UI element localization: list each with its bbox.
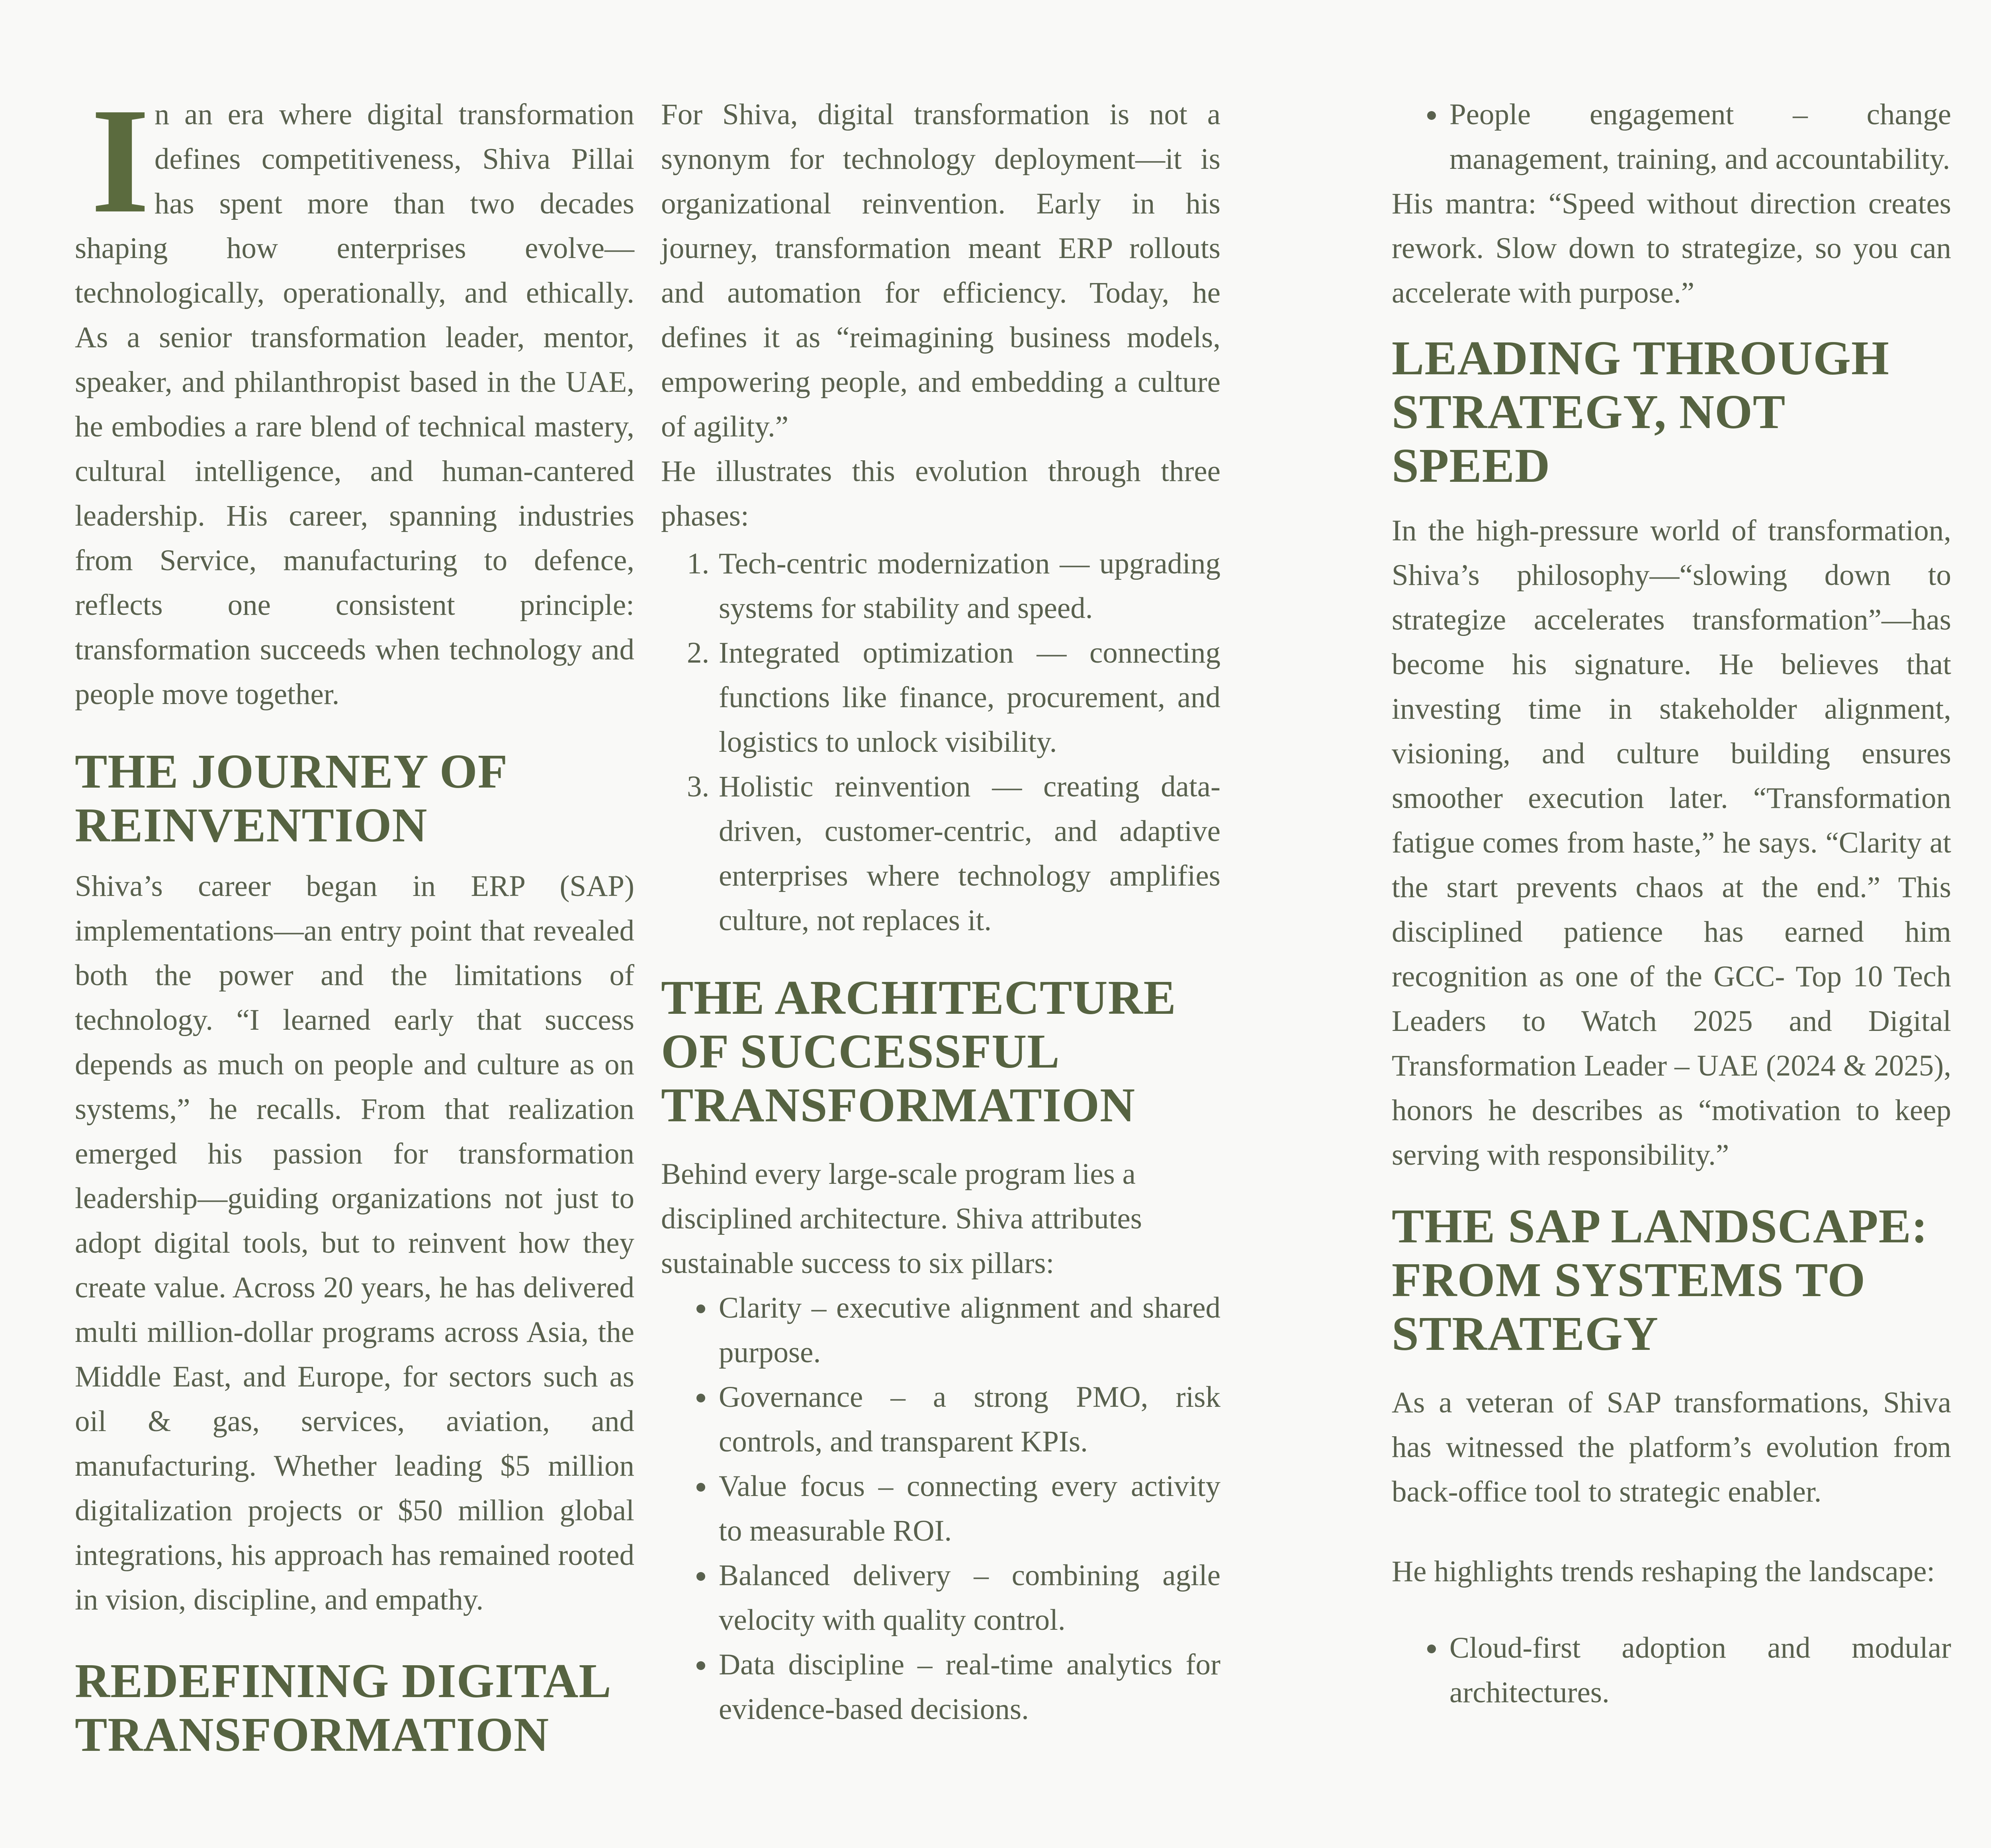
column-4	[1978, 92, 1991, 360]
architecture-heading: THE ARCHITECTURE OF SUCCESSFUL TRANSFORMATION	[661, 971, 1176, 1132]
journey-body: Shiva’s career began in ERP (SAP) implementations—an entry point that revealed both the power and the limitations of technology. “I learned early that success depends as much on people and culture as on systems,” he recalls. From that realization emerged his passion for transformation leadership—guiding organizations not just to adopt digital tools, but to reinvent how they create value. Across 20 years, he has delivered multi million-dollar programs across Asia, the Middle East, and Europe, for sectors such as oil & gas, services, aviation, and manufacturing. Whether leading $5 million digitalization projects or $50 million global integrations, his approach has remained rooted in vision, discipline, and empathy.	[75, 870, 634, 1616]
transformation-intro: For Shiva, digital transformation is not a synonym for technology deployment—it is organizational reinvention. Early in his journey, transformation meant ERP rollouts and automation for efficiency. Today, he defines it as “reimagining business models, empowering people, and embedding a culture of agility.”	[661, 98, 1220, 443]
intro-paragraph	[75, 77, 634, 717]
list-item: 1. Tech-centric modernization — upgrading systems for stability and speed.	[717, 542, 1220, 631]
list-item: • Balanced delivery – combining agile velocity with quality control.	[717, 1553, 1220, 1643]
pillars-list	[661, 1286, 1220, 1732]
column-1	[75, 77, 634, 1762]
sap-heading: THE SAP LANDSCAPE: FROM SYSTEMS TO STRATEGY	[1392, 1199, 1928, 1361]
list-item: • People engagement – change management, training, and accountability.	[1447, 92, 1951, 182]
list-item: 2. Integrated optimization — connecting functions like finance, procurement, and logistics to unlock visibility.	[717, 631, 1220, 765]
intro-rest: how enterprises evolve—technologically, operationally, and ethically. As a senior transformation leader, mentor, speaker, and philanthropist based in the UAE, he embodies a rare blend of technical mastery, cultural intelligence, and human-cantered leadership. His career, spanning industries from Service, manufacturing to defence, reflects one consistent principle: transformation succeeds when technology and people move together.	[75, 232, 634, 711]
sap-body: As a veteran of SAP transformations, Shiva has witnessed the platform’s evolution from back-office tool to strategic enabler.	[1392, 1386, 1951, 1508]
leading-body: In the high-pressure world of transformation, Shiva’s philosophy—“slowing down to strategize accelerates transformation”—has become his signature. He believes that investing time in stakeholder alignment, visioning, and culture building ensures smoother execution later. “Transformation fatigue comes from haste,” he says. “Clarity at the start prevents chaos at the end.” This disciplined patience has earned him recognition as one of the GCC- Top 10 Tech Leaders to Watch 2025 and Digital Transformation Leader – UAE (2024 & 2025), honors he describes as “motivation to keep serving with responsibility.”	[1392, 514, 1951, 1171]
leading-heading: LEADING THROUGH STRATEGY, NOT SPEED	[1392, 331, 1889, 493]
trends-intro: He highlights trends reshaping the landscape:	[1392, 1555, 1935, 1588]
trends-list	[1392, 1626, 1951, 1715]
list-item: • Clarity – executive alignment and shared purpose.	[717, 1286, 1220, 1375]
phases-list	[661, 542, 1220, 943]
list-item: 3. Holistic reinvention — creating data-driven, customer-centric, and adaptive enterprises where technology amplifies culture, not replaces it.	[717, 765, 1220, 943]
journey-heading: THE JOURNEY OF REINVENTION	[75, 745, 506, 852]
phases-intro: He illustrates this evolution through three phases:	[661, 455, 1220, 532]
column-3	[1392, 92, 1951, 1715]
architecture-body: Behind every large-scale program lies a disciplined architecture. Shiva attributes sustainable success to six pillars:	[661, 1158, 1142, 1280]
redefining-heading: REDEFINING DIGITAL TRANSFORMATION	[75, 1654, 609, 1762]
drop-cap: I	[91, 77, 150, 244]
pillars-list-continued	[1392, 92, 1951, 182]
list-item: • Cloud-first adoption and modular architectures.	[1447, 1626, 1951, 1715]
mantra: His mantra: “Speed without direction creates rework. Slow down to strategize, so you can accelerate with purpose.”	[1392, 187, 1951, 309]
intro-first-lines: n an era where digital transformation defines competitiveness, Shiva Pillai has spent more than two decades shaping	[75, 98, 634, 265]
list-item: • Value focus – connecting every activity to measurable ROI.	[717, 1464, 1220, 1553]
list-item: • Governance – a strong PMO, risk controls, and transparent KPIs.	[717, 1375, 1220, 1464]
column-2	[661, 92, 1220, 1732]
trends-list-continued	[1978, 92, 1991, 360]
list-item: • Data discipline – real-time analytics for evidence-based decisions.	[717, 1643, 1220, 1732]
